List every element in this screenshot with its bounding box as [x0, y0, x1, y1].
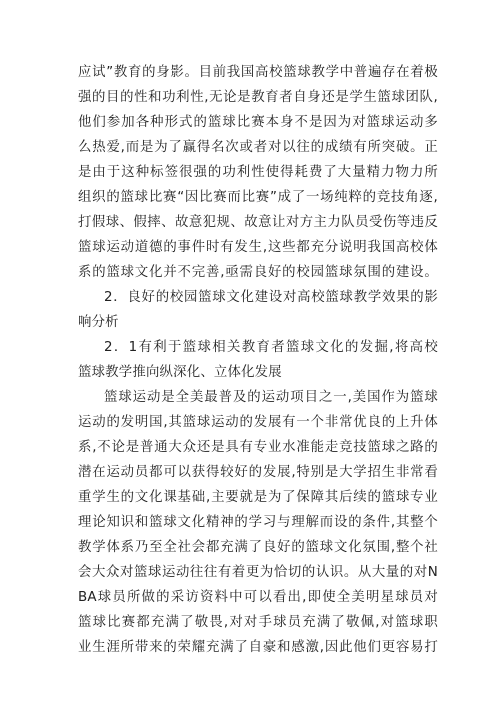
text-line: 篮球运动道德的事件时有发生,这些都充分说明我国高校体	[78, 240, 438, 255]
text-line: 篮球运动是全美最普及的运动项目之一,美国作为篮球	[104, 390, 438, 405]
text-line: BA球员所做的采访资料中可以看出,即使全美明星球员对	[78, 590, 438, 605]
text-line: 系的篮球文化并不完善,亟需良好的校园篮球氛围的建设。	[78, 265, 438, 280]
text-line: 理论知识和篮球文化精神的学习与理解而设的条件,其整个	[78, 515, 438, 530]
text-line: 系,不论是普通大众还是具有专业水准能走竞技篮球之路的	[78, 440, 438, 455]
text-line: 教学体系乃至全社会都充满了良好的篮球文化氛围,整个社	[78, 540, 438, 555]
text-line: 是由于这种标签很强的功利性使得耗费了大量精力物力所	[78, 165, 438, 180]
text-line: 潜在运动员都可以获得较好的发展,特别是大学招生非常看	[78, 465, 438, 480]
subsection-heading-line: 篮球教学推向纵深化、立体化发展	[78, 365, 282, 380]
subsection-heading-line: 2．1有利于篮球相关教育者篮球文化的发掘,将高校	[104, 340, 438, 355]
text-line: 重学生的文化课基础,主要就是为了保障其后续的篮球专业	[78, 490, 438, 505]
text-line: 运动的发明国,其篮球运动的发展有一个非常优良的上升体	[78, 415, 438, 430]
text-line: 业生涯所带来的荣耀充满了自豪和感激,因此他们更容易打	[78, 640, 438, 655]
text-line: 打假球、假摔、故意犯规、故意让对方主力队员受伤等违反	[78, 215, 438, 230]
text-line: 应试”教育的身影。目前我国高校篮球教学中普遍存在着极	[78, 65, 438, 80]
text-line: 会大众对篮球运动往往有着更为恰切的认识。从大量的对N	[78, 565, 438, 580]
section-heading-line: 响分析	[78, 315, 119, 330]
text-line: 强的目的性和功利性,无论是教育者自身还是学生篮球团队,	[78, 90, 438, 105]
text-line: 他们参加各种形式的篮球比赛本身不是因为对篮球运动多	[78, 115, 438, 130]
section-heading-line: 2．良好的校园篮球文化建设对高校篮球教学效果的影	[104, 290, 438, 305]
text-line: 么热爱,而是为了赢得名次或者对以往的成绩有所突破。正	[78, 140, 438, 155]
text-line: 篮球比赛都充满了敬畏,对对手球员充满了敬佩,对篮球职	[78, 615, 438, 630]
text-line: 组织的篮球比赛“因比赛而比赛”成了一场纯粹的竞技角逐,	[78, 190, 438, 205]
